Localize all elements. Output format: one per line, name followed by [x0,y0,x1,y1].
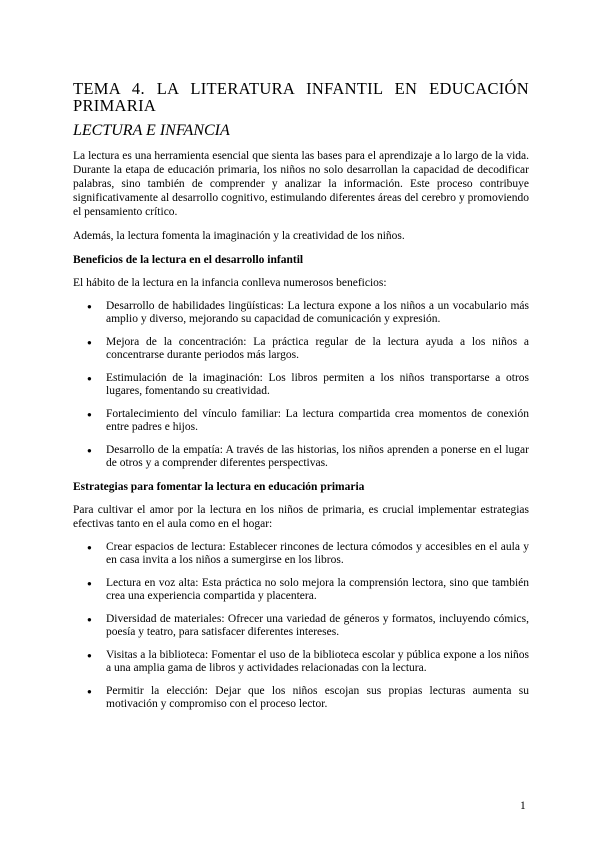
list-item: ● Lectura en voz alta: Esta práctica no solo mejora la comprensión lectora, sino que también crea una experiencia compartida y placentera. [73,577,529,603]
list-item: ● Fortalecimiento del vínculo familiar: La lectura compartida crea momentos de conexión entre padres e hijos. [73,408,529,434]
section-heading-strategies: Estrategias para fomentar la lectura en educación primaria [73,481,365,493]
list-item: ● Mejora de la concentración: La práctica regular de la lectura ayuda a los niños a concentrarse durante periodos más largos. [73,336,529,362]
section-heading-benefits: Beneficios de la lectura en el desarrollo infantil [73,254,304,266]
list-item: ● Estimulación de la imaginación: Los libros permiten a los niños transportarse a otros lugares, fomentando su creatividad. [73,372,529,398]
intro-paragraph: La lectura es una herramienta esencial que sienta las bases para el aprendizaje a lo largo de la vida. Durante la etapa de educación primaria, los niños no solo desarrollan la capacidad de decodificar palabras, sino también de comprender y analizar la información. Este proceso contribuye significativamente al desarrollo cognitivo, estimulando diferentes áreas del cerebro y promoviendo el pensamiento crítico. [73,150,529,218]
list-item: ● Crear espacios de lectura: Establecer rincones de lectura cómodos y accesibles en el aula y en casa invita a los niños a sumergirse en los libros. [73,541,529,567]
page-title: TEMA 4. LA LITERATURA INFANTIL EN EDUCACIÓN PRIMARIA [73,79,529,115]
list-item: ● Visitas a la biblioteca: Fomentar el uso de la biblioteca escolar y pública expone a los niños a una amplia gama de libros y actividades relacionadas con la lectura. [73,649,529,675]
section-subtitle: LECTURA E INFANCIA [73,122,230,139]
benefits-list [73,300,529,470]
list-item: ● Desarrollo de habilidades lingüísticas: La lectura expone a los niños a un vocabulario más amplio y diverso, mejorando su capacidad de comunicación y expresión. [73,300,529,326]
list-item: ● Diversidad de materiales: Ofrecer una variedad de géneros y formatos, incluyendo cómics, poesía y teatro, para satisfacer diferentes intereses. [73,613,529,639]
strategies-list [73,541,529,711]
intro-paragraph: Además, la lectura fomenta la imaginación y la creatividad de los niños. [73,230,405,242]
section-lead: Para cultivar el amor por la lectura en los niños de primaria, es crucial implementar estrategias efectivas tanto en el aula como en el hogar: [73,504,529,530]
document-page [73,80,529,721]
section-lead: El hábito de la lectura en la infancia conlleva numerosos beneficios: [73,277,387,289]
page-number: 1 [520,800,526,812]
list-item: ● Permitir la elección: Dejar que los niños escojan sus propias lecturas aumenta su motivación y compromiso con el proceso lector. [73,685,529,711]
list-item: ● Desarrollo de la empatía: A través de las historias, los niños aprenden a ponerse en el lugar de otros y a comprender diferentes perspectivas. [73,444,529,470]
